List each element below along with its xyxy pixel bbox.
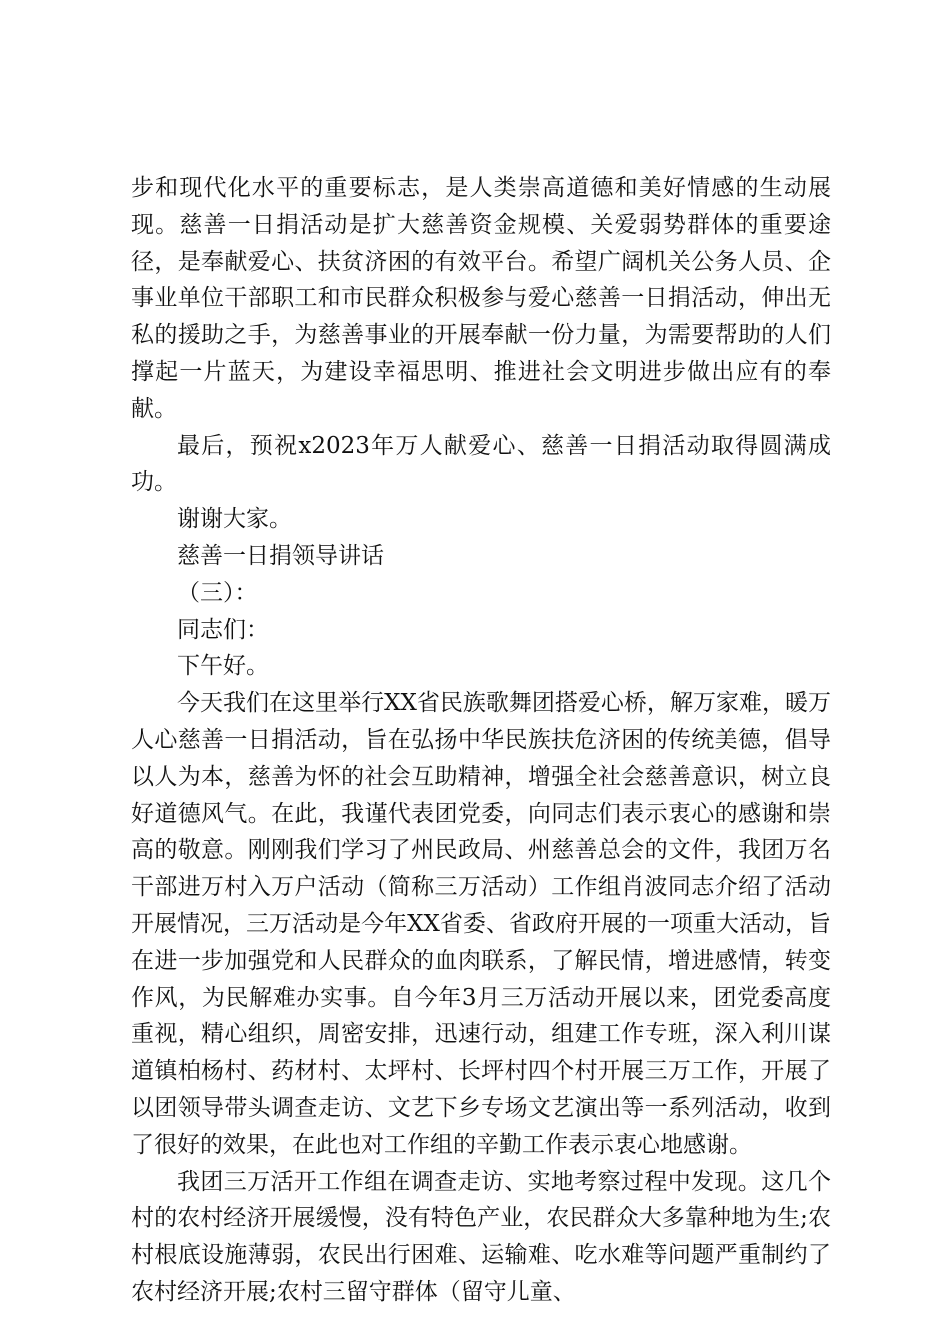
paragraph-event-intro: 今天我们在这里举行XX省民族歌舞团搭爱心桥，解万家难，暖万人心慈善一日捐活动，旨在弘扬中华民族扶危济困的传统美德，倡导以人为本，慈善为怀的社会互助精神，增强全社会慈善意识，树立良好道德风气。在此，我谨代表团党委，向同志们表示衷心的感谢和崇高的敬意。刚刚我们学习了州民政局、州慈善总会的文件，我团万名干部进万村入万户活动（简称三万活动）工作组肖波同志介绍了活动开展情况，三万活动是今年XX省委、省政府开展的一项重大活动，旨在进一步加强党和人民群众的血肉联系，了解民情，增进感情，转变作风，为民解难办实事。自今年3月三万活动开展以来，团党委高度重视，精心组织，周密安排，迅速行动，组建工作专班，深入利川谋道镇柏杨村、药材村、太坪村、长坪村四个村开展三万工作，开展了以团领导带头调查走访、文艺下乡专场文艺演出等一系列活动，收到了很好的效果，在此也对工作组的辛勤工作表示衷心地感谢。 [131, 690, 831, 1158]
paragraph-thanks: 谢谢大家。 [177, 506, 292, 533]
section-number: （三）： [177, 579, 258, 606]
section-title: 慈善一日捐领导讲话 [177, 542, 384, 569]
paragraph-findings: 我团三万活开工作组在调查走访、实地考察过程中发现。这几个村的农村经济开展缓慢，没有特色产业，农民群众大多靠种地为生;农村根底设施薄弱，农民出行困难、运输难、吃水难等问题严重制约了农村经济开展;农村三留守群体（留守儿童、 [131, 1168, 831, 1305]
greeting: 下午好。 [177, 653, 269, 680]
paragraph-closing-wish: 最后，预祝x2023年万人献爱心、慈善一日捐活动取得圆满成功。 [131, 432, 831, 496]
paragraph-continued: 步和现代化水平的重要标志，是人类崇高道德和美好情感的生动展现。慈善一日捐活动是扩大慈善资金规模、关爱弱势群体的重要途径，是奉献爱心、扶贫济困的有效平台。希望广阔机关公务人员、企事业单位干部职工和市民群众积极参与爱心慈善一日捐活动，伸出无私的援助之手，为慈善事业的开展奉献一份力量，为需要帮助的人们撑起一片蓝天，为建设幸福思明、推进社会文明进步做出应有的奉献。 [131, 175, 831, 422]
document-body [131, 170, 831, 1311]
salutation: 同志们： [177, 616, 269, 643]
